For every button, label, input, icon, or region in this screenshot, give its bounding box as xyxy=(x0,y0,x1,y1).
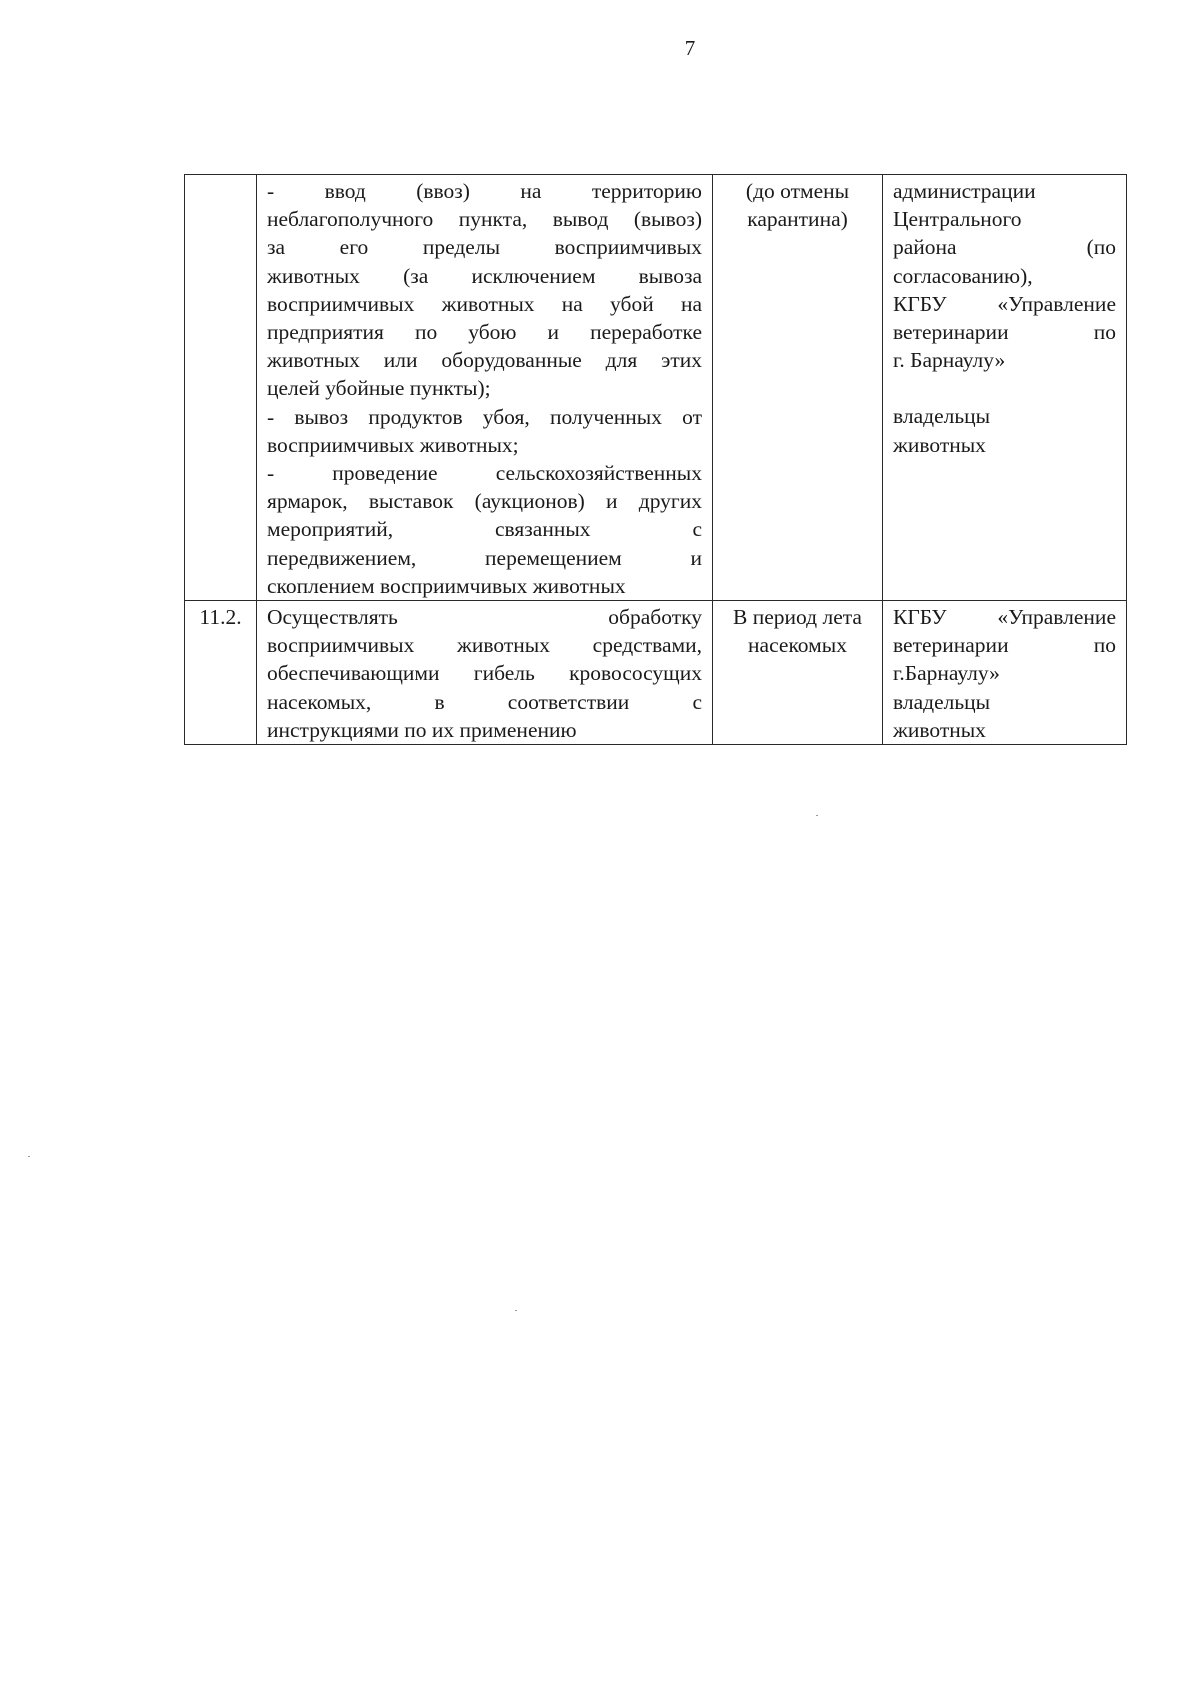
measure-line: - проведение сельскохозяйственных xyxy=(267,461,702,486)
measures-table xyxy=(184,174,1127,745)
measure-line: восприимчивых животных; xyxy=(267,432,519,457)
measure-line: за его пределы восприимчивых xyxy=(267,235,702,260)
measure-line: предприятия по убою и переработке xyxy=(267,320,702,345)
term-line: карантина) xyxy=(747,207,848,232)
responsible-line: КГБУ «Управление xyxy=(893,291,1116,316)
measure-cell xyxy=(257,601,713,745)
scan-speck xyxy=(28,1156,30,1157)
measure-line: животных (за исключением вывоза xyxy=(267,263,702,288)
responsible-line: согласованию), xyxy=(893,263,1033,288)
measure-line: восприимчивых животных на убой на xyxy=(267,291,702,316)
responsible-line: владельцы xyxy=(893,689,991,714)
responsible-line: животных xyxy=(893,432,986,457)
responsible-line: района (по xyxy=(893,235,1116,260)
term-line: В период лета xyxy=(733,605,862,630)
measure-cell xyxy=(257,175,713,601)
table-row xyxy=(185,175,1127,601)
responsible-line: Центрального xyxy=(893,207,1022,232)
measure-line: насекомых, в соответствии с xyxy=(267,689,702,714)
measure-line: - ввод (ввоз) на территорию xyxy=(267,179,702,203)
responsible-cell xyxy=(883,175,1127,601)
responsible-cell xyxy=(883,601,1127,745)
scan-speck xyxy=(515,1310,517,1311)
responsible-line: животных xyxy=(893,717,986,742)
measure-line: животных или оборудованные для этих xyxy=(267,348,702,373)
responsible-line: КГБУ «Управление xyxy=(893,605,1116,630)
row-number-cell: 11.2. xyxy=(185,601,257,745)
table-row xyxy=(185,601,1127,745)
measure-line: неблагополучного пункта, вывод (вывоз) xyxy=(267,207,702,232)
term-line: (до отмены xyxy=(745,179,850,203)
measure-line: целей убойные пункты); xyxy=(267,376,491,401)
responsible-line: г. Барнаулу» xyxy=(893,348,1006,373)
scan-speck xyxy=(816,815,818,816)
responsible-line: ветеринарии по xyxy=(893,320,1116,345)
responsible-line: владельцы xyxy=(893,404,991,429)
measure-line: передвижением, перемещением и xyxy=(267,545,702,570)
responsible-line: администрации xyxy=(893,179,1036,203)
measure-line: скоплением восприимчивых животных xyxy=(267,573,626,598)
term-cell xyxy=(713,601,883,745)
measure-line: Осуществлять обработку xyxy=(267,605,702,630)
spacer xyxy=(893,374,1116,402)
measure-line: инструкциями по их применению xyxy=(267,717,577,742)
measure-line: мероприятий, связанных с xyxy=(267,517,702,542)
measure-line: ярмарок, выставок (аукционов) и других xyxy=(267,489,702,514)
responsible-line: г.Барнаулу» xyxy=(893,661,1000,686)
measure-line: восприимчивых животных средствами, xyxy=(267,633,702,658)
measure-line: - вывоз продуктов убоя, полученных от xyxy=(267,404,702,429)
term-line: насекомых xyxy=(748,633,847,658)
page-number: 7 xyxy=(684,36,696,60)
responsible-line: ветеринарии по xyxy=(893,633,1116,658)
measure-line: обеспечивающими гибель кровососущих xyxy=(267,661,702,686)
row-number-cell xyxy=(185,175,257,601)
term-cell xyxy=(713,175,883,601)
